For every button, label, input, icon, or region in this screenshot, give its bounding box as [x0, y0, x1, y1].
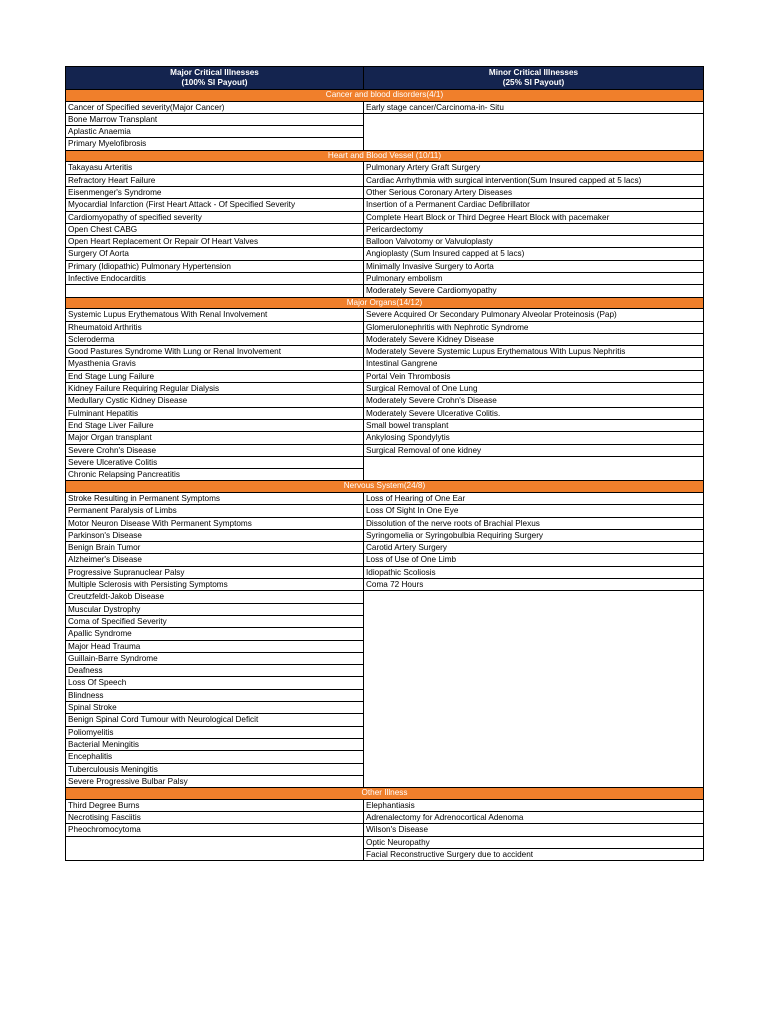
major-illness-cell: Blindness: [66, 689, 364, 701]
minor-illness-cell: Pulmonary embolism: [364, 273, 704, 285]
empty-cell: [364, 751, 704, 763]
major-illness-cell: Aplastic Anaemia: [66, 126, 364, 138]
table-row: [66, 505, 704, 517]
table-row: [66, 407, 704, 419]
major-illness-cell: Chronic Relapsing Pancreatitis: [66, 469, 364, 481]
empty-cell: [364, 113, 704, 125]
table-row: [66, 492, 704, 504]
empty-cell: [364, 640, 704, 652]
minor-illness-cell: Loss of Hearing of One Ear: [364, 492, 704, 504]
major-illness-cell: Takayasu Arteritis: [66, 162, 364, 174]
table-row: [66, 444, 704, 456]
minor-illness-cell: Idiopathic Scoliosis: [364, 566, 704, 578]
major-illness-cell: Guillain-Barre Syndrome: [66, 652, 364, 664]
table-row: [66, 689, 704, 701]
minor-illness-cell: Glomerulonephritis with Nephrotic Syndrome: [364, 321, 704, 333]
major-illness-cell: Infective Endocarditis: [66, 273, 364, 285]
empty-cell: [364, 615, 704, 627]
major-illness-cell: Severe Progressive Bulbar Palsy: [66, 775, 364, 787]
major-illness-cell: Severe Crohn's Disease: [66, 444, 364, 456]
table-row: [66, 309, 704, 321]
table-row: [66, 370, 704, 382]
table-row: [66, 101, 704, 113]
table-row: [66, 113, 704, 125]
major-illness-cell: Myocardial Infarction (First Heart Attack - Of Specified Severity: [66, 199, 364, 211]
major-illness-cell: Benign Brain Tumor: [66, 542, 364, 554]
minor-illness-cell: Severe Acquired Or Secondary Pulmonary Alveolar Proteinosis (Pap): [364, 309, 704, 321]
table-row: [66, 677, 704, 689]
minor-illness-cell: Surgical Removal of One Lung: [364, 383, 704, 395]
table-row: [66, 824, 704, 836]
major-illness-cell: Permanent Paralysis of Limbs: [66, 505, 364, 517]
major-illness-cell: Poliomyelitis: [66, 726, 364, 738]
minor-illness-cell: Insertion of a Permanent Cardiac Defibrillator: [364, 199, 704, 211]
empty-cell: [364, 714, 704, 726]
table-row: [66, 591, 704, 603]
major-header-title: Major Critical Illnesses: [170, 67, 259, 77]
major-illness-cell: Progressive Supranuclear Palsy: [66, 566, 364, 578]
section-header-row: [66, 788, 704, 800]
minor-illness-cell: Dissolution of the nerve roots of Brachial Plexus: [364, 517, 704, 529]
major-illness-cell: Bacterial Meningitis: [66, 738, 364, 750]
table-row: [66, 603, 704, 615]
major-illness-cell: Eisenmenger's Syndrome: [66, 186, 364, 198]
minor-illness-cell: Syringomelia or Syringobulbia Requiring Surgery: [364, 529, 704, 541]
major-illness-cell: Severe Ulcerative Colitis: [66, 456, 364, 468]
empty-cell: [364, 652, 704, 664]
table-body: [66, 90, 704, 861]
empty-cell: [364, 775, 704, 787]
major-illness-cell: Necrotising Fasciitis: [66, 812, 364, 824]
minor-illness-cell: Minimally Invasive Surgery to Aorta: [364, 260, 704, 272]
minor-illness-cell: Moderately Severe Crohn's Disease: [364, 395, 704, 407]
table-row: [66, 273, 704, 285]
table-row: [66, 848, 704, 860]
empty-cell: [364, 603, 704, 615]
table-row: [66, 812, 704, 824]
major-illness-cell: Coma of Specified Severity: [66, 615, 364, 627]
major-illness-cell: Pheochromocytoma: [66, 824, 364, 836]
table-row: [66, 126, 704, 138]
minor-illness-cell: Elephantiasis: [364, 799, 704, 811]
minor-illness-cell: Pericardectomy: [364, 223, 704, 235]
major-illness-cell: Muscular Dystrophy: [66, 603, 364, 615]
empty-cell: [364, 702, 704, 714]
table-row: [66, 236, 704, 248]
major-illness-cell: Good Pastures Syndrome With Lung or Renal Involvement: [66, 346, 364, 358]
empty-cell: [364, 677, 704, 689]
table-row: [66, 702, 704, 714]
major-illness-cell: Spinal Stroke: [66, 702, 364, 714]
table-row: [66, 579, 704, 591]
minor-column-header: [364, 67, 704, 90]
table-row: [66, 738, 704, 750]
major-illness-cell: End Stage Lung Failure: [66, 370, 364, 382]
table-row: [66, 223, 704, 235]
table-row: [66, 469, 704, 481]
major-illness-cell: Scleroderma: [66, 333, 364, 345]
table-row: [66, 799, 704, 811]
major-illness-cell: Multiple Sclerosis with Persisting Symptoms: [66, 579, 364, 591]
major-illness-cell: Refractory Heart Failure: [66, 174, 364, 186]
section-header-row: [66, 481, 704, 493]
empty-cell: [364, 138, 704, 150]
table-row: [66, 358, 704, 370]
minor-illness-cell: Optic Neuropathy: [364, 836, 704, 848]
major-illness-cell: Open Heart Replacement Or Repair Of Heart Valves: [66, 236, 364, 248]
empty-cell: [66, 836, 364, 848]
table-row: [66, 529, 704, 541]
major-illness-cell: Tuberculousis Meningitis: [66, 763, 364, 775]
minor-illness-cell: Surgical Removal of one kidney: [364, 444, 704, 456]
empty-cell: [364, 469, 704, 481]
minor-illness-cell: Angioplasty (Sum Insured capped at 5 lacs): [364, 248, 704, 260]
empty-cell: [66, 848, 364, 860]
empty-cell: [364, 628, 704, 640]
major-illness-cell: Stroke Resulting in Permanent Symptoms: [66, 492, 364, 504]
major-illness-cell: Bone Marrow Transplant: [66, 113, 364, 125]
table-row: [66, 554, 704, 566]
major-illness-cell: Loss Of Speech: [66, 677, 364, 689]
major-header-payout: (100% SI Payout): [181, 78, 248, 87]
major-illness-cell: Cancer of Specified severity(Major Cancer): [66, 101, 364, 113]
table-row: [66, 726, 704, 738]
table-row: [66, 751, 704, 763]
empty-cell: [66, 285, 364, 297]
major-illness-cell: Open Chest CABG: [66, 223, 364, 235]
section-header-row: [66, 150, 704, 162]
minor-illness-cell: Portal Vein Thrombosis: [364, 370, 704, 382]
minor-illness-cell: Moderately Severe Systemic Lupus Erythematous With Lupus Nephritis: [364, 346, 704, 358]
minor-illness-cell: Complete Heart Block or Third Degree Heart Block with pacemaker: [364, 211, 704, 223]
major-illness-cell: Third Degree Burns: [66, 799, 364, 811]
table-row: [66, 456, 704, 468]
minor-illness-cell: Cardiac Arrhythmia with surgical intervention(Sum Insured capped at 5 lacs): [364, 174, 704, 186]
major-illness-cell: Fulminant Hepatitis: [66, 407, 364, 419]
empty-cell: [364, 726, 704, 738]
minor-illness-cell: Carotid Artery Surgery: [364, 542, 704, 554]
major-illness-cell: Motor Neuron Disease With Permanent Symptoms: [66, 517, 364, 529]
major-illness-cell: Surgery Of Aorta: [66, 248, 364, 260]
table-row: [66, 714, 704, 726]
table-row: [66, 640, 704, 652]
table-row: [66, 628, 704, 640]
minor-illness-cell: Moderately Severe Ulcerative Colitis.: [364, 407, 704, 419]
minor-illness-cell: Wilson's Disease: [364, 824, 704, 836]
table-row: [66, 260, 704, 272]
section-header-row: [66, 90, 704, 102]
table-row: [66, 419, 704, 431]
section-title: Nervous System(24/8): [66, 481, 704, 493]
major-illness-cell: Medullary Cystic Kidney Disease: [66, 395, 364, 407]
minor-header-title: Minor Critical Illnesses: [488, 67, 579, 77]
major-illness-cell: Primary Myelofibrosis: [66, 138, 364, 150]
minor-illness-cell: Moderately Severe Kidney Disease: [364, 333, 704, 345]
table-row: [66, 665, 704, 677]
empty-cell: [364, 591, 704, 603]
major-illness-cell: Major Head Trauma: [66, 640, 364, 652]
section-title: Other Illness: [66, 788, 704, 800]
major-illness-cell: Primary (Idiopathic) Pulmonary Hypertension: [66, 260, 364, 272]
major-illness-cell: Alzheimer's Disease: [66, 554, 364, 566]
major-illness-cell: Rheumatoid Arthritis: [66, 321, 364, 333]
major-illness-cell: End Stage Liver Failure: [66, 419, 364, 431]
major-illness-cell: Encephalitis: [66, 751, 364, 763]
empty-cell: [364, 689, 704, 701]
empty-cell: [364, 738, 704, 750]
table-row: [66, 186, 704, 198]
table-header-row: [66, 67, 704, 90]
major-illness-cell: Systemic Lupus Erythematous With Renal Involvement: [66, 309, 364, 321]
table-row: [66, 652, 704, 664]
minor-illness-cell: Facial Reconstructive Surgery due to accident: [364, 848, 704, 860]
minor-header-payout: (25% SI Payout): [502, 78, 565, 87]
major-illness-cell: Apallic Syndrome: [66, 628, 364, 640]
section-title: Major Organs(14/12): [66, 297, 704, 309]
minor-illness-cell: Balloon Valvotomy or Valvuloplasty: [364, 236, 704, 248]
empty-cell: [364, 665, 704, 677]
table-row: [66, 321, 704, 333]
critical-illness-table: [65, 66, 704, 861]
major-illness-cell: Creutzfeldt-Jakob Disease: [66, 591, 364, 603]
table-row: [66, 199, 704, 211]
major-illness-cell: Deafness: [66, 665, 364, 677]
minor-illness-cell: Other Serious Coronary Artery Diseases: [364, 186, 704, 198]
table-row: [66, 763, 704, 775]
table-row: [66, 517, 704, 529]
major-column-header: [66, 67, 364, 90]
major-illness-cell: Benign Spinal Cord Tumour with Neurological Deficit: [66, 714, 364, 726]
minor-illness-cell: Loss of Use of One Limb: [364, 554, 704, 566]
table-row: [66, 775, 704, 787]
table-row: [66, 174, 704, 186]
major-illness-cell: Cardiomyopathy of specified severity: [66, 211, 364, 223]
section-title: Cancer and blood disorders(4/1): [66, 90, 704, 102]
minor-illness-cell: Ankylosing Spondylytis: [364, 432, 704, 444]
table-row: [66, 383, 704, 395]
table-row: [66, 836, 704, 848]
table-row: [66, 542, 704, 554]
table-row: [66, 615, 704, 627]
minor-illness-cell: Moderately Severe Cardiomyopathy: [364, 285, 704, 297]
table-row: [66, 346, 704, 358]
table-row: [66, 162, 704, 174]
major-illness-cell: Kidney Failure Requiring Regular Dialysis: [66, 383, 364, 395]
minor-illness-cell: Intestinal Gangrene: [364, 358, 704, 370]
table-row: [66, 566, 704, 578]
table-row: [66, 248, 704, 260]
minor-illness-cell: Adrenalectomy for Adrenocortical Adenoma: [364, 812, 704, 824]
minor-illness-cell: Small bowel transplant: [364, 419, 704, 431]
section-header-row: [66, 297, 704, 309]
table-row: [66, 211, 704, 223]
empty-cell: [364, 456, 704, 468]
table-row: [66, 395, 704, 407]
empty-cell: [364, 763, 704, 775]
minor-illness-cell: Early stage cancer/Carcinoma-in- Situ: [364, 101, 704, 113]
table-row: [66, 432, 704, 444]
minor-illness-cell: Pulmonary Artery Graft Surgery: [364, 162, 704, 174]
table-row: [66, 138, 704, 150]
table-row: [66, 285, 704, 297]
table-row: [66, 333, 704, 345]
minor-illness-cell: Coma 72 Hours: [364, 579, 704, 591]
major-illness-cell: Parkinson's Disease: [66, 529, 364, 541]
major-illness-cell: Major Organ transplant: [66, 432, 364, 444]
major-illness-cell: Myasthenia Gravis: [66, 358, 364, 370]
minor-illness-cell: Loss Of Sight In One Eye: [364, 505, 704, 517]
section-title: Heart and Blood Vessel (10/11): [66, 150, 704, 162]
empty-cell: [364, 126, 704, 138]
